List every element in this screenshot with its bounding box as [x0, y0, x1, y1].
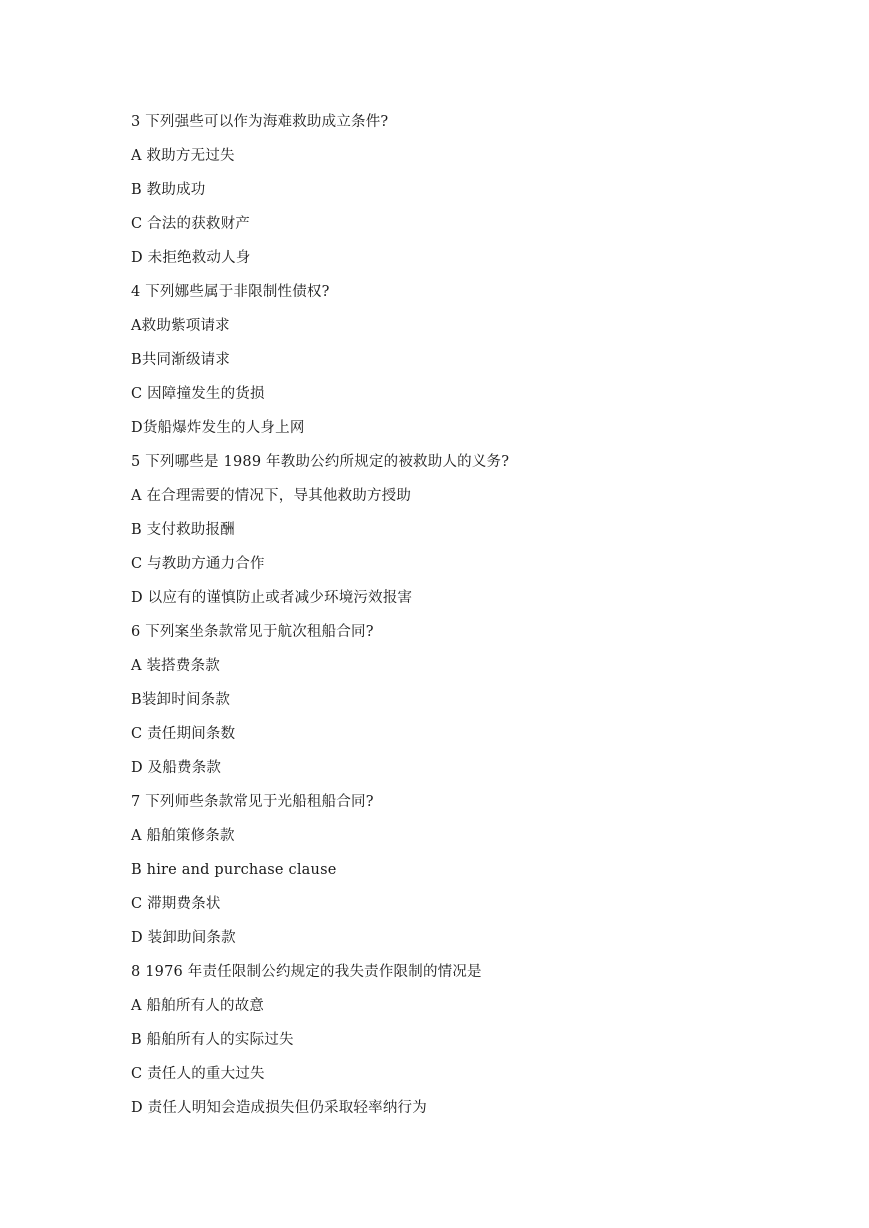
option-6d: D 及船费条款	[131, 760, 222, 776]
option-6c: C 责任期间条数	[131, 726, 236, 742]
option-8c: C 责任人的重大过失	[131, 1066, 265, 1082]
question-5: 5 下列哪些是 1989 年教助公约所规定的被救助人的义务?	[131, 454, 510, 470]
option-5c: C 与教助方通力合作	[131, 556, 265, 572]
question-7: 7 下列师些条款常见于光船租船合同?	[131, 794, 374, 810]
option-8d: D 责任人明知会造成损失但仍采取轻率纳行为	[131, 1100, 427, 1116]
option-4b: B共同渐级请求	[131, 352, 231, 368]
question-6: 6 下列案坐条款常见于航次租船合同?	[131, 624, 374, 640]
option-4c: C 因障撞发生的货损	[131, 386, 265, 402]
option-6b: B装卸时间条款	[131, 692, 231, 708]
question-4: 4 下列娜些属于非限制性债权?	[131, 284, 330, 300]
document-body	[131, 111, 831, 1131]
option-7a: A 船舶策修条款	[131, 828, 235, 844]
option-3a: A 救助方无过失	[131, 148, 235, 164]
option-8b: B 船舶所有人的实际过失	[131, 1032, 294, 1048]
option-4d: D货船爆炸发生的人身上网	[131, 420, 305, 436]
option-7c: C 滞期费条状	[131, 896, 221, 912]
question-8: 8 1976 年责任限制公约规定的我失责作限制的情况是	[131, 964, 482, 980]
option-5b: B 支付救助报酬	[131, 522, 235, 538]
option-8a: A 船舶所有人的故意	[131, 998, 265, 1014]
option-6a: A 装搭费条款	[131, 658, 220, 674]
option-4a: A救助紫项请求	[131, 318, 230, 334]
option-7b: B hire and purchase clause	[131, 862, 337, 878]
question-3: 3 下列强些可以作为海难救助成立条件?	[131, 114, 389, 130]
option-5d: D 以应有的谨慎防止或者减少环境污效报害	[131, 590, 413, 606]
option-5a: A 在合理需要的情况下，导其他救助方授助	[131, 488, 412, 504]
option-3d: D 未拒绝救动人身	[131, 250, 251, 266]
option-7d: D 装卸助间条款	[131, 930, 236, 946]
option-3c: C 合法的获救财产	[131, 216, 251, 232]
option-3b: B 教助成功	[131, 182, 206, 198]
